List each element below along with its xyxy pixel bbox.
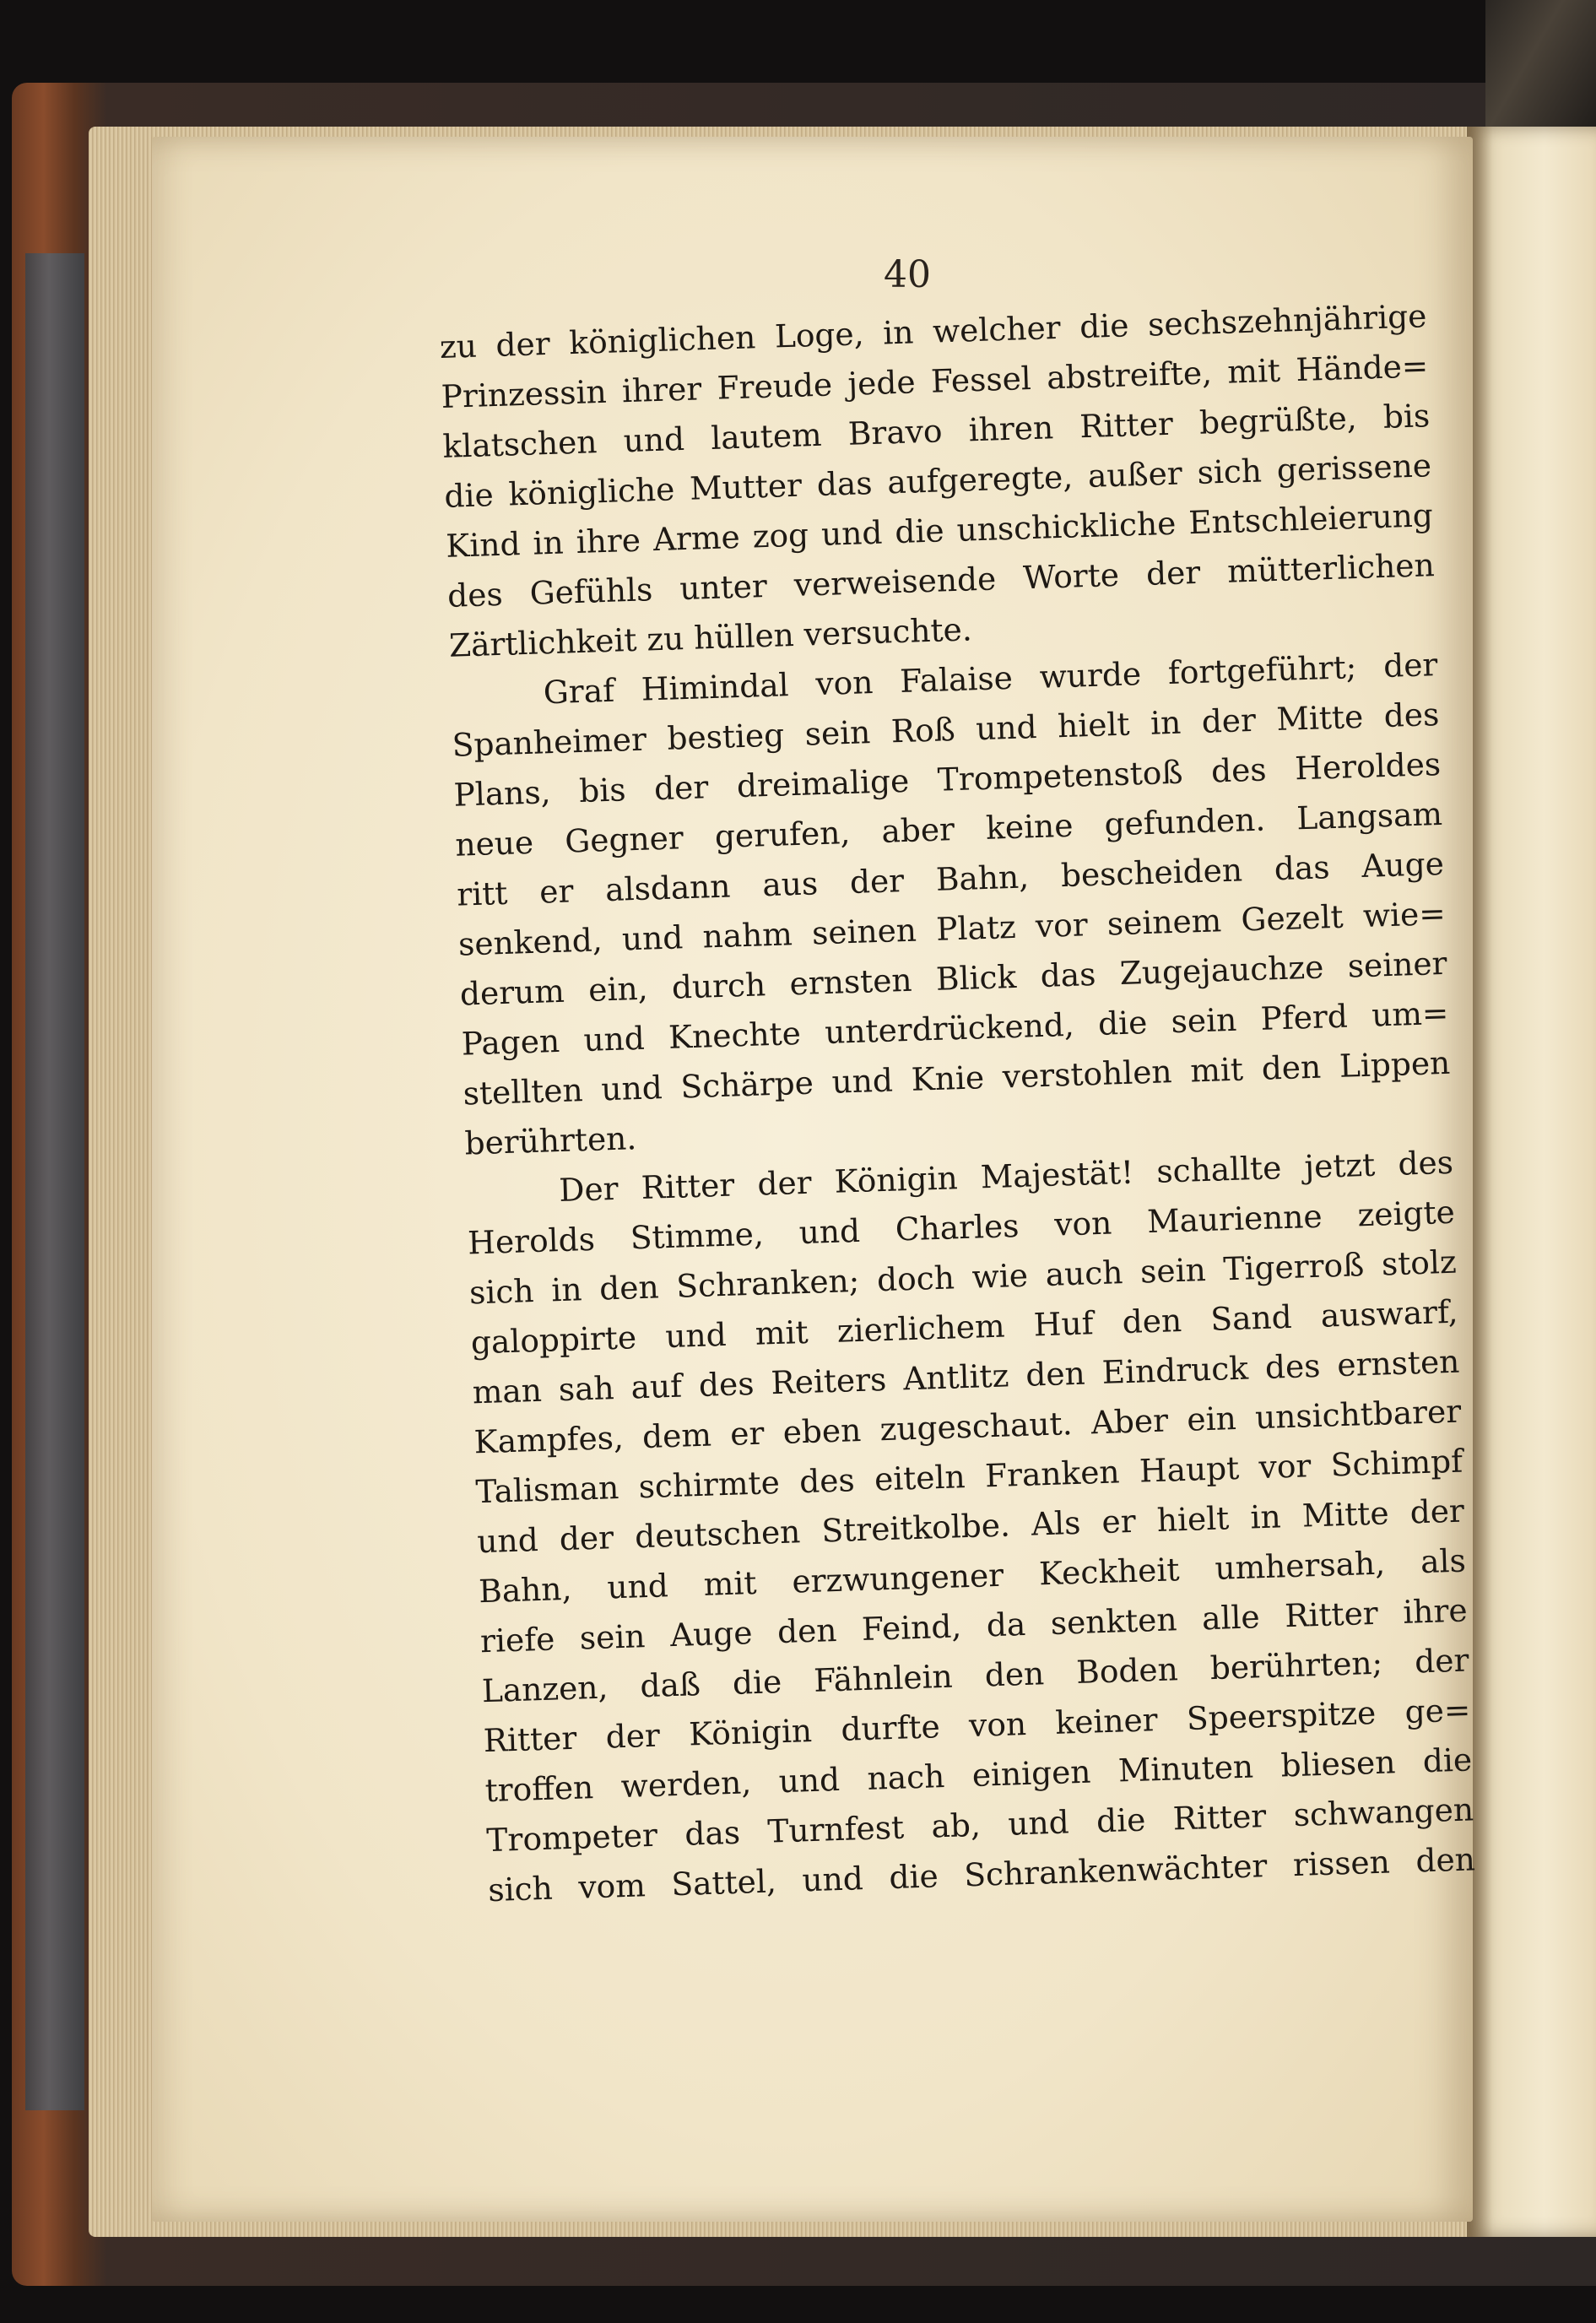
text-line: ritt er alsdann aus der Bahn, bescheiden das Auge bbox=[456, 844, 1445, 913]
text-line: man sah auf des Reiters Antlitz den Eindruck des ernsten bbox=[472, 1342, 1460, 1411]
text-line: derum ein, durch ernsten Blick das Zugejauchze seiner bbox=[459, 944, 1448, 1013]
cover-spine-cloth bbox=[25, 253, 84, 2110]
text-line: Bahn, und mit erzwungener Keckheit umhersah, als bbox=[478, 1541, 1467, 1611]
text-line: Zärtlichkeit zu hüllen versuchte. bbox=[448, 610, 973, 664]
text-line: Kampfes, dem er eben zugeschaut. Aber ein unsichtbarer bbox=[473, 1392, 1462, 1461]
text-line: Talisman schirmte des eiteln Franken Haupt vor Schimpf bbox=[474, 1442, 1463, 1511]
text-line: klatschen und lautem Bravo ihren Ritter begrüßte, bis bbox=[441, 397, 1431, 465]
text-line: galoppirte und mit zierlichem Huf den Sand auswarf, bbox=[470, 1292, 1459, 1362]
text-line: Herolds Stimme, und Charles von Maurienne zeigte bbox=[467, 1193, 1456, 1262]
text-line: Plans, bis der dreimalige Trompetenstoß des Heroldes bbox=[452, 745, 1442, 814]
text-line: Lanzen, daß die Fähnlein den Boden berührten; der bbox=[481, 1641, 1470, 1710]
page-text-block bbox=[439, 291, 1476, 1915]
text-line: berührten. bbox=[463, 1119, 637, 1162]
text-line: zu der königlichen Loge, in welcher die sechszehnjährige bbox=[439, 297, 1428, 366]
text-line: riefe sein Auge den Feind, da senkten alle Ritter ihre bbox=[479, 1591, 1469, 1660]
text-line: neue Gegner gerufen, aber keine gefunden. Langsam bbox=[454, 794, 1443, 864]
text-line: sich in den Schranken; doch wie auch sein Tigerroß stolz bbox=[468, 1243, 1458, 1312]
facing-page-edge bbox=[1467, 127, 1596, 2237]
text-line: Pagen und Knechte unterdrückend, die sein Pferd um= bbox=[461, 994, 1449, 1063]
text-line: des Gefühls unter verweisende Worte der mütterlichen bbox=[446, 546, 1436, 615]
text-line: troffen werden, und nach einigen Minuten bliesen die bbox=[484, 1741, 1473, 1810]
text-line: senkend, und nahm seinen Platz vor seinem Gezelt wie= bbox=[457, 894, 1447, 963]
text-line: sich vom Sattel, und die Schrankenwächter rissen den bbox=[487, 1840, 1476, 1909]
text-line: Kind in ihre Arme zog und die unschickliche Entschleierung bbox=[445, 496, 1434, 565]
text-line: Trompeter das Turnfest ab, und die Ritter schwangen bbox=[485, 1790, 1474, 1860]
text-line: stellten und Schärpe und Knie verstohlen mit den Lippen bbox=[463, 1043, 1451, 1113]
text-line: Ritter der Königin durfte von keiner Speerspitze ge= bbox=[483, 1691, 1471, 1760]
text-line: Der Ritter der Königin Majestät! schallte jetzt des bbox=[558, 1143, 1454, 1210]
page-number: 40 bbox=[884, 253, 931, 296]
text-line: Prinzessin ihrer Freude jede Fessel abstreifte, mit Hände= bbox=[441, 347, 1429, 415]
text-line: Graf Himindal von Falaise wurde fortgeführt; der bbox=[543, 646, 1438, 712]
text-line: die königliche Mutter das aufgeregte, außer sich gerissene bbox=[443, 447, 1432, 515]
text-line: Spanheimer bestieg sein Roß und hielt in der Mitte des bbox=[452, 696, 1440, 764]
text-line: und der deutschen Streitkolbe. Als er hielt in Mitte der bbox=[476, 1492, 1465, 1561]
bookmark-ribbon bbox=[1485, 0, 1596, 143]
